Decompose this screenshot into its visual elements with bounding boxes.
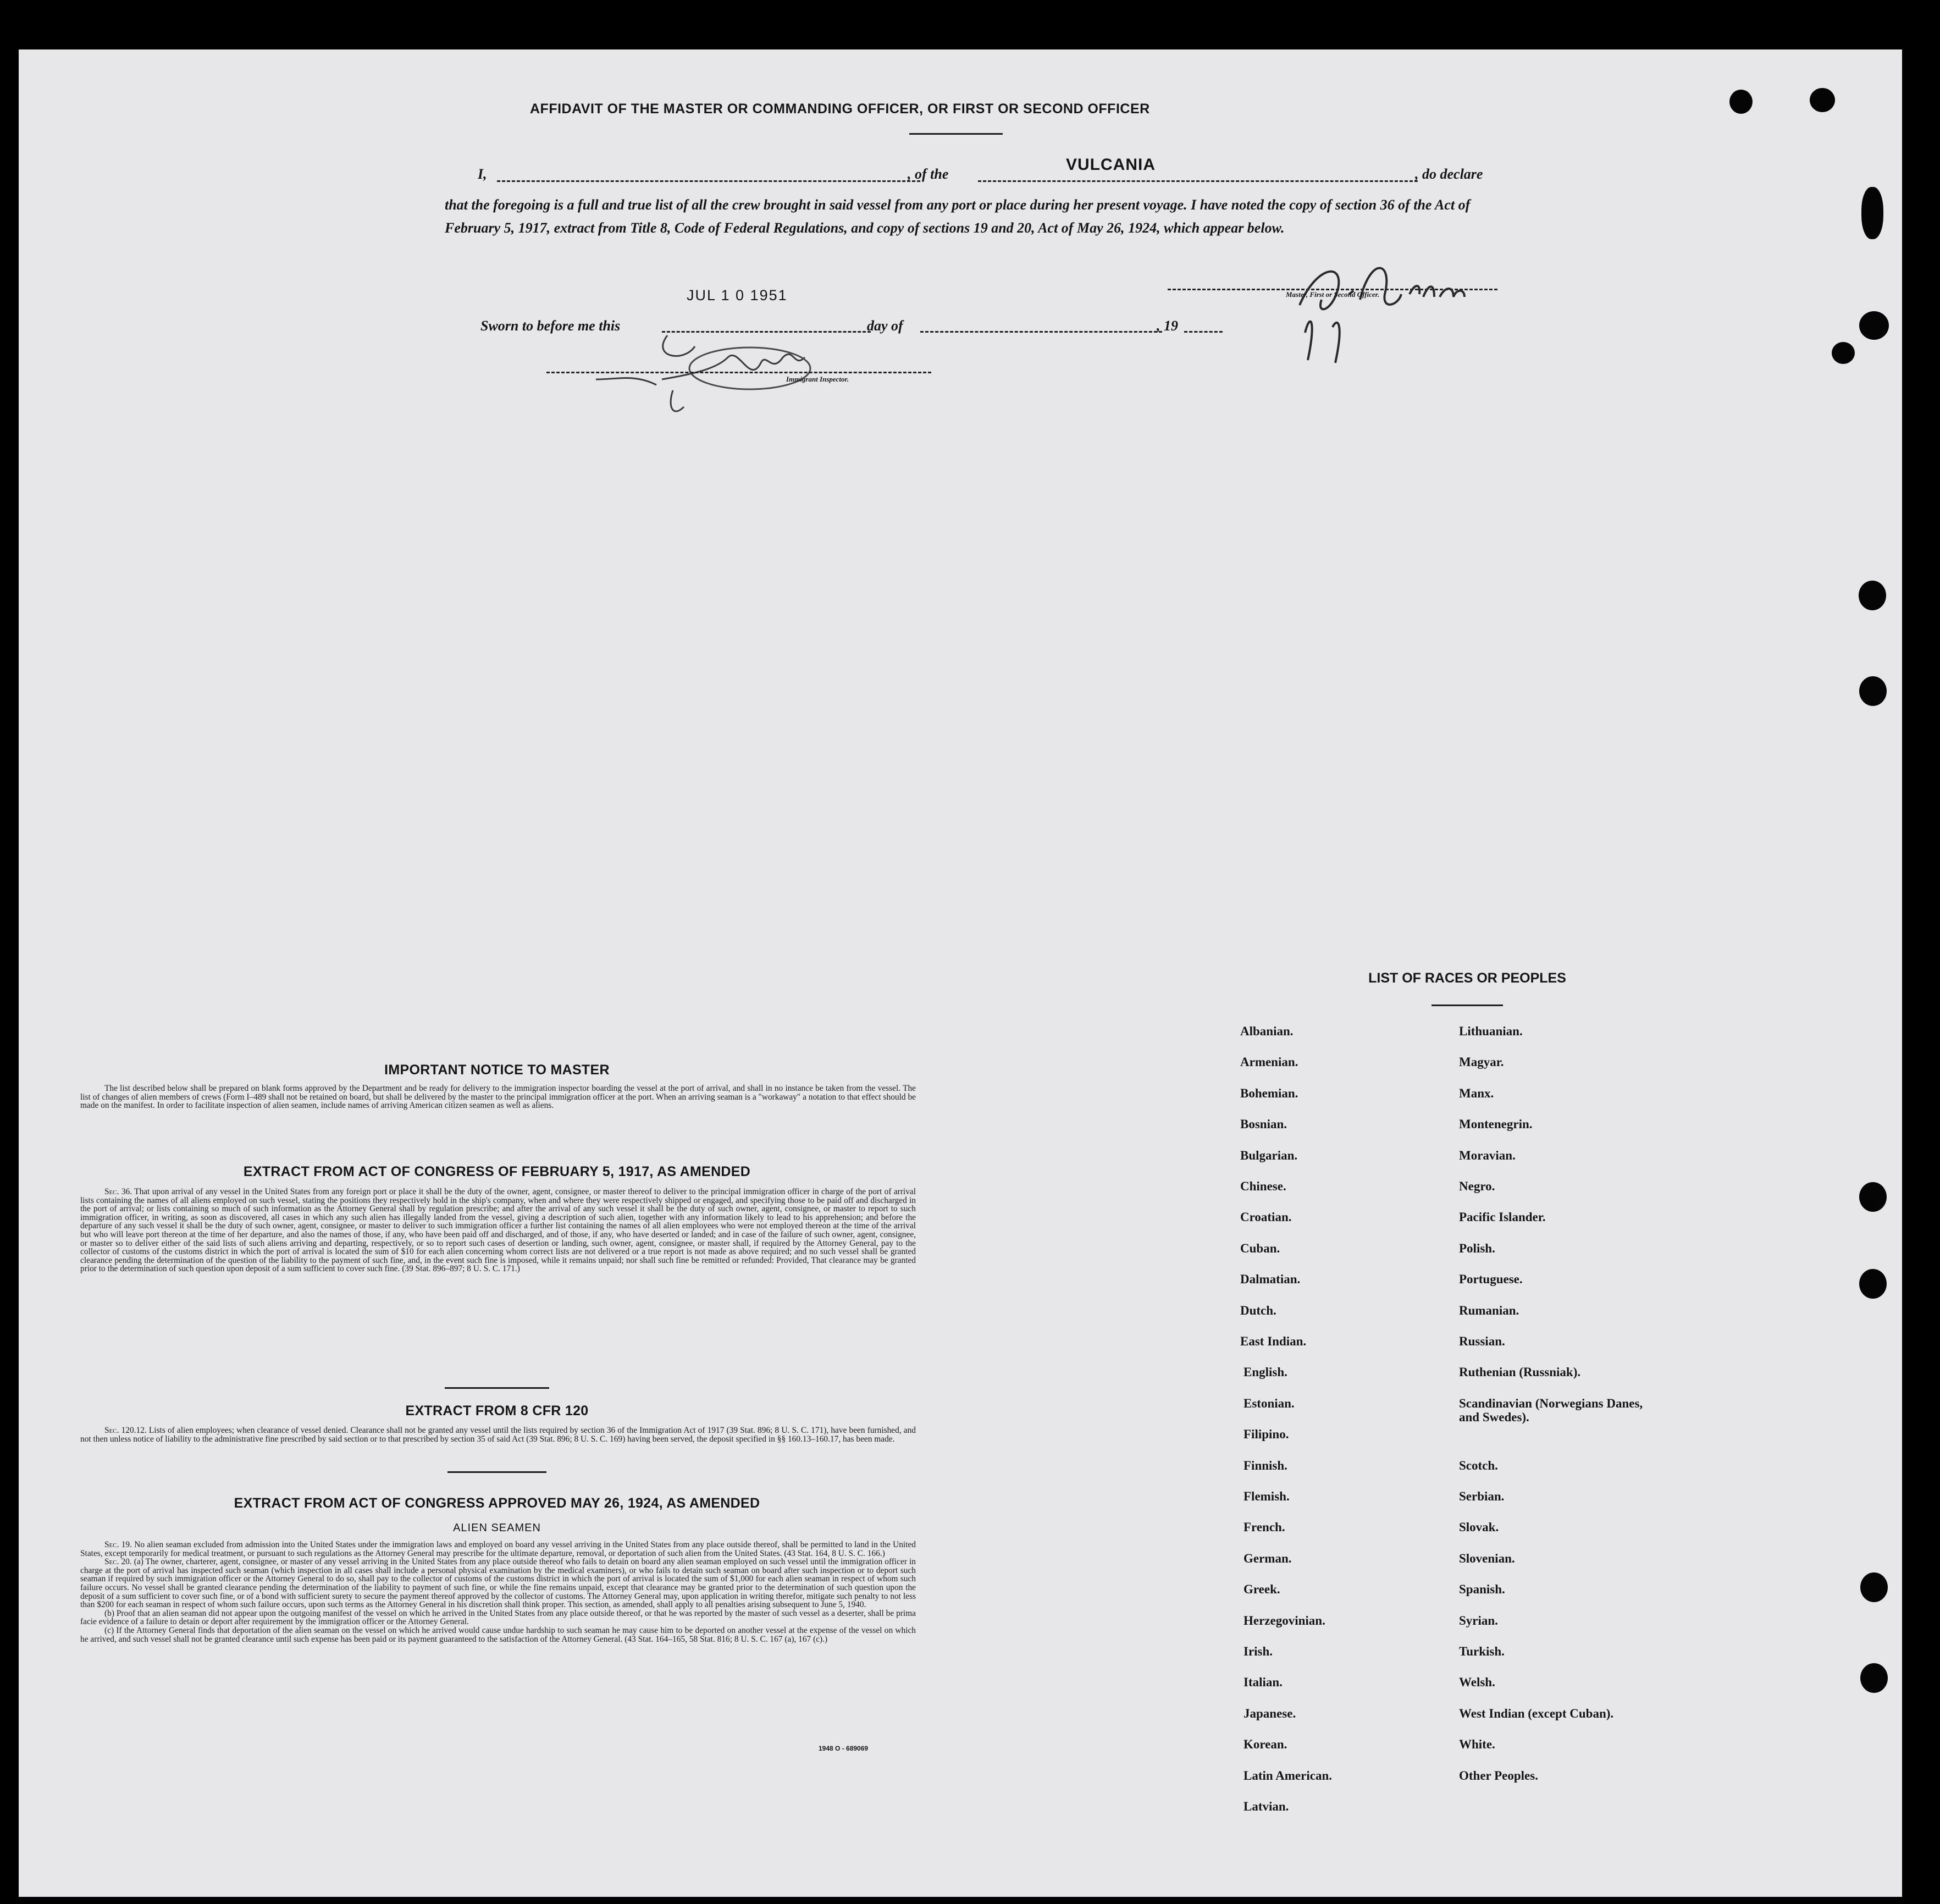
race-item: West Indian (except Cuban).	[1459, 1706, 1614, 1720]
race-item: White.	[1459, 1737, 1495, 1752]
race-item: Serbian.	[1459, 1489, 1505, 1503]
race-item: Moravian.	[1459, 1148, 1516, 1162]
sworn-label: Sworn to before me this	[480, 318, 621, 334]
race-item: Pacific Islander.	[1459, 1210, 1546, 1224]
sworn-year-blank	[1184, 331, 1223, 333]
race-item: Dalmatian.	[1240, 1272, 1301, 1287]
section-20b-paragraph: (b) Proof that an alien seaman did not appear upon the outgoing manifest of the vessel on which he arrived in the United States from any place outside thereof, or that he was reported by the master of such vessel as a deserter, shall be prima facie evidence of a failure to detain or deport after requirement by the immigration officer or the Attorney General.	[80, 1608, 916, 1627]
race-item: Chinese.	[1240, 1179, 1286, 1193]
punch-hole	[1859, 581, 1886, 610]
extract-1917-heading: EXTRACT FROM ACT OF CONGRESS OF FEBRUARY 5, 1917, AS AMENDED	[243, 1164, 751, 1179]
section-120-paragraph	[80, 1426, 916, 1443]
name-blank-line	[497, 180, 920, 182]
section-divider	[445, 1387, 549, 1389]
alien-seamen-subheading: ALIEN SEAMEN	[453, 1522, 541, 1534]
race-item: Greek.	[1243, 1582, 1280, 1597]
section-20-label: Sec. 20.	[104, 1557, 132, 1567]
punch-hole	[1859, 1182, 1887, 1212]
extract-1924-text	[80, 1541, 916, 1643]
section-20a-paragraph	[80, 1558, 916, 1609]
race-item: Flemish.	[1243, 1489, 1290, 1503]
race-item: Turkish.	[1459, 1644, 1505, 1658]
race-item: Korean.	[1243, 1737, 1287, 1752]
race-item: Italian.	[1243, 1675, 1283, 1690]
affidavit-title: AFFIDAVIT OF THE MASTER OR COMMANDING OFFICER, OR FIRST OR SECOND OFFICER	[530, 101, 1150, 117]
race-item: Armenian.	[1240, 1055, 1298, 1069]
race-item: Slovak.	[1459, 1520, 1499, 1535]
punch-hole	[1859, 1269, 1887, 1299]
race-item: Bosnian.	[1240, 1117, 1287, 1132]
do-declare-label: , do declare	[1415, 166, 1483, 182]
race-item: Slovenian.	[1459, 1551, 1515, 1565]
extract-8cfr-text	[80, 1426, 916, 1443]
officer-signature-caption: Master, First or Second Officer.	[1286, 290, 1380, 299]
race-item: Estonian.	[1243, 1396, 1295, 1410]
race-item: Lithuanian.	[1459, 1024, 1523, 1038]
punch-hole	[1859, 676, 1887, 706]
race-item: Scotch.	[1459, 1458, 1498, 1472]
inspector-caption: Immigrant Inspector.	[786, 375, 849, 383]
affidavit-body: that the foregoing is a full and true list of all the crew brought in said vessel from any port or place during her present voyage. I have noted the copy of section 36 of the Act of February 5, 1917, extract from Title 8, Code of Federal Regulations, and copy of sections 19 and 20, Act of May 26, 1924, which appear below.	[445, 197, 1471, 236]
of-the-label: , of the	[908, 166, 949, 182]
affidavit-i-label: I,	[478, 166, 487, 182]
sworn-month-blank	[920, 331, 1162, 333]
section-36-text: That upon arrival of any vessel in the United States from any foreign port or place it shall be the duty of the owner, agent, consignee, or master thereof to deliver to the principal immigration officer in charge of the port of arrival lists containing the names of all aliens employed on such vessel, stating the positions they respectively hold in the ship's company, when and where they were respectively shipped or engaged, and specifying those to be paid off and discharged in the port of arrival; or lists containing so much of such information as the Attorney General shall by regulation prescribe; and after the arrival of any such vessel it shall be the duty of such owner, agent, consignee, or master to report to such immigration officer, in writing, as soon as discovered, all cases in which any such alien has illegally landed from the vessel, giving a description of such alien, together with any information likely to lead to his apprehension; and before the departure of any such vessel it shall be the duty of such owner, agent, consignee, or master to deliver to such immigration officer a further list containing the names of all alien employees who were not employed thereon at the time of the arrival but who will leave port thereon at the time of her departure, and also the names of those, if any, who have been paid off and discharged, and of those, if any, who have deserted or landed; and in case of the failure of such owner, agent, consignee, or master so to deliver either of the said lists of such aliens arriving and departing, respectively, or so to report such cases of desertion or landing, such owner, agent, consignee, or master shall, if required by the Attorney General, pay to the collector of customs of the customs district in which the port of arrival is located the sum of $10 for each alien concerning whom correct lists are not delivered or a true report is not made as above required; and no such vessel shall be granted clearance pending the determination of the question of the liability to the payment of such fine, and, in the event such fine is imposed, while it remains unpaid; nor shall such fine be remitted or refunded: Provided, That clearance may be granted prior to the determination of such question upon deposit of a sum sufficient to cover such fine. (39 Stat. 896–897; 8 U. S. C. 171.)	[80, 1187, 916, 1274]
extract-1924-heading: EXTRACT FROM ACT OF CONGRESS APPROVED MAY 26, 1924, AS AMENDED	[234, 1495, 760, 1511]
punch-hole	[1810, 88, 1835, 112]
race-item: Welsh.	[1459, 1675, 1495, 1690]
races-heading: LIST OF RACES OR PEOPLES	[1368, 970, 1566, 986]
section-120-text: Lists of alien employees; when clearance of vessel denied. Clearance shall not be granted any vessel until the lists required by section 36 of the Immigration Act of 1917 (39 Stat. 896; 8 U. S. C. 171), have been furnished, and not then unless notice of liability to the administrative fine prescribed by said section or to that prescribed by section 35 of said Act (39 Stat. 896; 8 U. S. C. 169) having been served, the deposit specified in §§ 160.13–160.17, has been made.	[80, 1426, 916, 1444]
race-item: Irish.	[1243, 1644, 1273, 1658]
title-divider	[909, 133, 1003, 135]
races-divider	[1431, 1005, 1503, 1006]
race-item: Montenegrin.	[1459, 1117, 1533, 1132]
race-item: Scandinavian (Norwegians Danes, and Swedes).	[1459, 1396, 1643, 1424]
section-divider	[447, 1471, 546, 1473]
race-item: Cuban.	[1240, 1241, 1280, 1255]
race-item: East Indian.	[1240, 1334, 1307, 1348]
race-item: Bohemian.	[1240, 1086, 1298, 1100]
section-36-label: Sec. 36.	[104, 1187, 132, 1196]
race-item: Croatian.	[1240, 1210, 1292, 1224]
date-stamp: JUL 1 0 1951	[687, 287, 788, 303]
race-item: Polish.	[1459, 1241, 1495, 1255]
punch-hole	[1860, 1572, 1888, 1602]
race-item: Ruthenian (Russniak).	[1459, 1365, 1581, 1379]
race-item: Bulgarian.	[1240, 1148, 1298, 1162]
extract-8cfr-heading: EXTRACT FROM 8 CFR 120	[405, 1403, 589, 1419]
inspector-signature-line	[546, 372, 931, 373]
day-of-label: day of	[867, 318, 903, 334]
race-item: Japanese.	[1243, 1706, 1296, 1720]
section-36-paragraph	[80, 1188, 916, 1273]
section-20a-text: (a) The owner, charterer, agent, consignee, or master of any vessel arriving in the United States from any place outside thereof who fails to detain on board any alien seaman employed on such vessel until the immigration officer in charge at the port of arrival has inspected such seaman (which inspection in all cases shall include a personal physical examination by the medical examiners), or who fails to detain such seaman on board after such inspection or to deport such seaman if required by such immigration officer or the Attorney General to do so, shall pay to the collector of customs of the customs district in which the port of arrival is located the sum of $1,000 for each alien seaman in respect of whom such failure occurs. No vessel shall be granted clearance pending the determination of the liability to payment of such fine, or while the fine remains unpaid, except that clearance may be granted prior to the determination of such question upon the deposit of a sum sufficient to cover such fine, or of a bond with sufficient surety to secure the payment thereof approved by the collector of customs. The Attorney General may, upon application in writing therefor, mitigate such penalty to not less than $200 for each seaman in respect of whom such failure occurs, upon such terms as the Attorney General in his discretion shall think proper. This section, as amended, shall apply to all penalties arising subsequent to June 5, 1940.	[80, 1557, 916, 1610]
race-item: Russian.	[1459, 1334, 1505, 1348]
extract-1917-text	[80, 1188, 916, 1273]
section-20c-paragraph: (c) If the Attorney General finds that deportation of the alien seaman on the vessel on which he arrived would cause undue hardship to such seaman he may cause him to be deported on another vessel at the expense of the vessel on which he arrived, and such vessel shall not be granted clearance until such expense has been paid or its payment guaranteed to the satisfaction of the Attorney General. (43 Stat. 164–165, 58 Stat. 816; 8 U. S. C. 167 (a), 167 (c).)	[80, 1625, 916, 1644]
vessel-blank-line	[978, 180, 1418, 182]
punch-hole	[1859, 311, 1889, 340]
notice-paragraph: The list described below shall be prepared on blank forms approved by the Department and be ready for delivery to the immigration inspector boarding the vessel at the port of arrival, and shall in no instance be taken from the vessel. The list of changes of alien members of crews (Form I–489 shall not be retained on board, but shall be delivered by the master to the principal immigration officer at the port. When an arriving seaman is a "workaway" a notation to that effect should be made on the manifest. In order to facilitate inspection of alien seamen, include names of arriving American citizen seamen as well as aliens.	[80, 1084, 916, 1111]
race-item: Other Peoples.	[1459, 1768, 1538, 1782]
race-item: Dutch.	[1240, 1303, 1276, 1317]
punch-hole	[1832, 342, 1855, 364]
race-item: English.	[1243, 1365, 1287, 1379]
punch-hole	[1861, 187, 1883, 239]
race-item: Syrian.	[1459, 1613, 1498, 1627]
race-item: Magyar.	[1459, 1055, 1504, 1069]
section-120-label: Sec. 120.12.	[104, 1426, 147, 1435]
officer-signature	[1283, 234, 1492, 366]
race-item: German.	[1243, 1551, 1292, 1565]
printer-code: 1948 O - 689069	[819, 1745, 869, 1752]
inspector-signature	[585, 297, 832, 423]
year-prefix-label: , 19	[1157, 318, 1178, 334]
section-19-label: Sec. 19.	[104, 1540, 132, 1549]
race-item: Manx.	[1459, 1086, 1494, 1100]
race-item: Negro.	[1459, 1179, 1495, 1193]
section-19-text: No alien seaman excluded from admission into the United States under the immigration laws and employed on board any vessel arriving in the United States from any place outside thereof, shall be permitted to land in the United States, except temporarily for medical treatment, or pursuant to such regulations as the Attorney General may prescribe for the ultimate departure, removal, or deportation of such alien from the United States. (43 Stat. 164, 8 U. S. C. 166.)	[80, 1540, 916, 1558]
section-19-paragraph	[80, 1541, 916, 1558]
race-item: Filipino.	[1243, 1427, 1289, 1442]
document-page	[19, 49, 1902, 1897]
race-item: Portuguese.	[1459, 1272, 1523, 1287]
race-item: Latin American.	[1243, 1768, 1332, 1782]
race-item: Latvian.	[1243, 1800, 1289, 1813]
race-item: Albanian.	[1240, 1024, 1294, 1038]
race-item: Finnish.	[1243, 1458, 1287, 1472]
notice-heading: IMPORTANT NOTICE TO MASTER	[384, 1062, 610, 1078]
race-item: Rumanian.	[1459, 1303, 1519, 1317]
notice-text	[80, 1084, 916, 1110]
vessel-name: VULCANIA	[1066, 156, 1156, 174]
race-item: Spanish.	[1459, 1582, 1505, 1597]
race-item: French.	[1243, 1520, 1285, 1535]
race-item: Herzegovinian.	[1243, 1613, 1325, 1627]
punch-hole	[1860, 1663, 1888, 1693]
punch-hole	[1729, 90, 1753, 114]
